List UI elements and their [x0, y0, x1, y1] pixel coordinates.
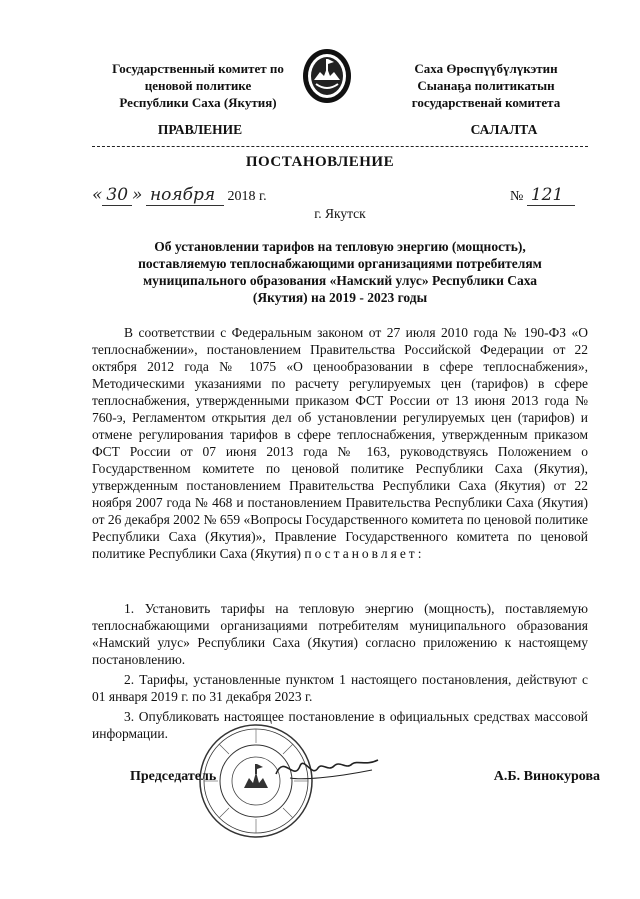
subject-line-2: поставляемую теплоснабжающими организациями потребителям [138, 256, 542, 271]
subject-line-3: муниципального образования «Намский улус» Республики Саха [142, 273, 538, 288]
document-number [510, 185, 575, 206]
document-subject [92, 238, 588, 306]
subject-line-4: (Якутия) на 2019 - 2023 годы [252, 290, 428, 305]
header-left-line-2: ценовой политике [144, 78, 252, 93]
date-month: ноября [146, 185, 224, 206]
org-label-left: ПРАВЛЕНИЕ [157, 122, 243, 137]
header-left-line-1: Государственный комитет по [112, 61, 284, 76]
coat-of-arms-emblem-icon [300, 46, 354, 106]
resolution-item-1: 1. Установить тарифы на тепловую энергию (мощность), поставляемую теплоснабжающими организациями потребителям муниципального образования «Намский улус» Республики Саха (Якутия) согласно приложению к настоящему постановлению. [92, 601, 588, 667]
document-city: г. Якутск [314, 206, 366, 221]
date-close-quote: » [132, 185, 143, 205]
document-date [92, 185, 267, 206]
header-right-line-2: Сыанаҕа политикатын [417, 78, 555, 93]
number-prefix: № [510, 189, 524, 204]
resolution-items [92, 600, 588, 745]
preamble-paragraph [92, 324, 588, 562]
header-right-line-1: Саха Өрөспүүбүлүкэтин [414, 61, 558, 76]
header-right-line-3: государственай комитета [411, 95, 561, 110]
subject-line-1: Об установлении тарифов на тепловую энергию (мощность), [154, 239, 526, 254]
preamble-verb: постановляет: [304, 546, 425, 561]
document-title: ПОСТАНОВЛЕНИЕ [245, 154, 395, 170]
handwritten-signature-icon [272, 748, 382, 788]
header-left-line-3: Республики Саха (Якутия) [119, 95, 277, 110]
date-open-quote: « [92, 185, 103, 205]
number-value: 121 [527, 185, 575, 206]
header-divider [92, 146, 588, 147]
preamble-text: В соответствии с Федеральным законом от 27 июля 2010 года № 190-ФЗ «О теплоснабжении», постановлением Правительства Российской Федерации от 22 октября 2012 года № 1075 «О ценообразовании в сфере теплоснабжения», Методическими указаниями по расчету регулируемых цен (тарифов) в сфере теплоснабжения, утвержденными приказом ФСТ России от 13 июня 2013 года № 760-э, Регламентом открытия дел об установлении регулируемых цен (тарифов) и отмене регулирования тарифов в сфере теплоснабжения, утвержденным приказом ФСТ России от 07 июня 2013 года № 163, руководствуясь Положением о Государственном комитете по ценовой политике Республики Саха (Якутия), утвержденным постановлением Правительства Республики Саха (Якутия) от 22 ноября 2007 года № 468 и постановлением Правительства Республики Саха (Якутия) от 26 декабря 2002 № 659 «Вопросы Государственного комитета по ценовой политике Республики Саха (Якутия)», Правление Государственного комитета по ценовой политике Республики Саха (Якутия) [92, 325, 588, 561]
org-label-right: САЛАЛТА [470, 122, 538, 137]
signatory-role: Председатель [130, 769, 217, 784]
date-day: 30 [102, 185, 132, 206]
resolution-item-2: 2. Тарифы, установленные пунктом 1 настоящего постановления, действуют с 01 января 2019 г. по 31 декабря 2023 г. [92, 672, 588, 704]
resolution-item-3: 3. Опубликовать настоящее постановление в официальных средствах массовой информации. [92, 709, 588, 741]
header-right-block [376, 60, 596, 111]
signatory-name: А.Б. Винокурова [493, 769, 600, 784]
header-left-block [88, 60, 308, 111]
date-year: 2018 г. [227, 189, 267, 204]
